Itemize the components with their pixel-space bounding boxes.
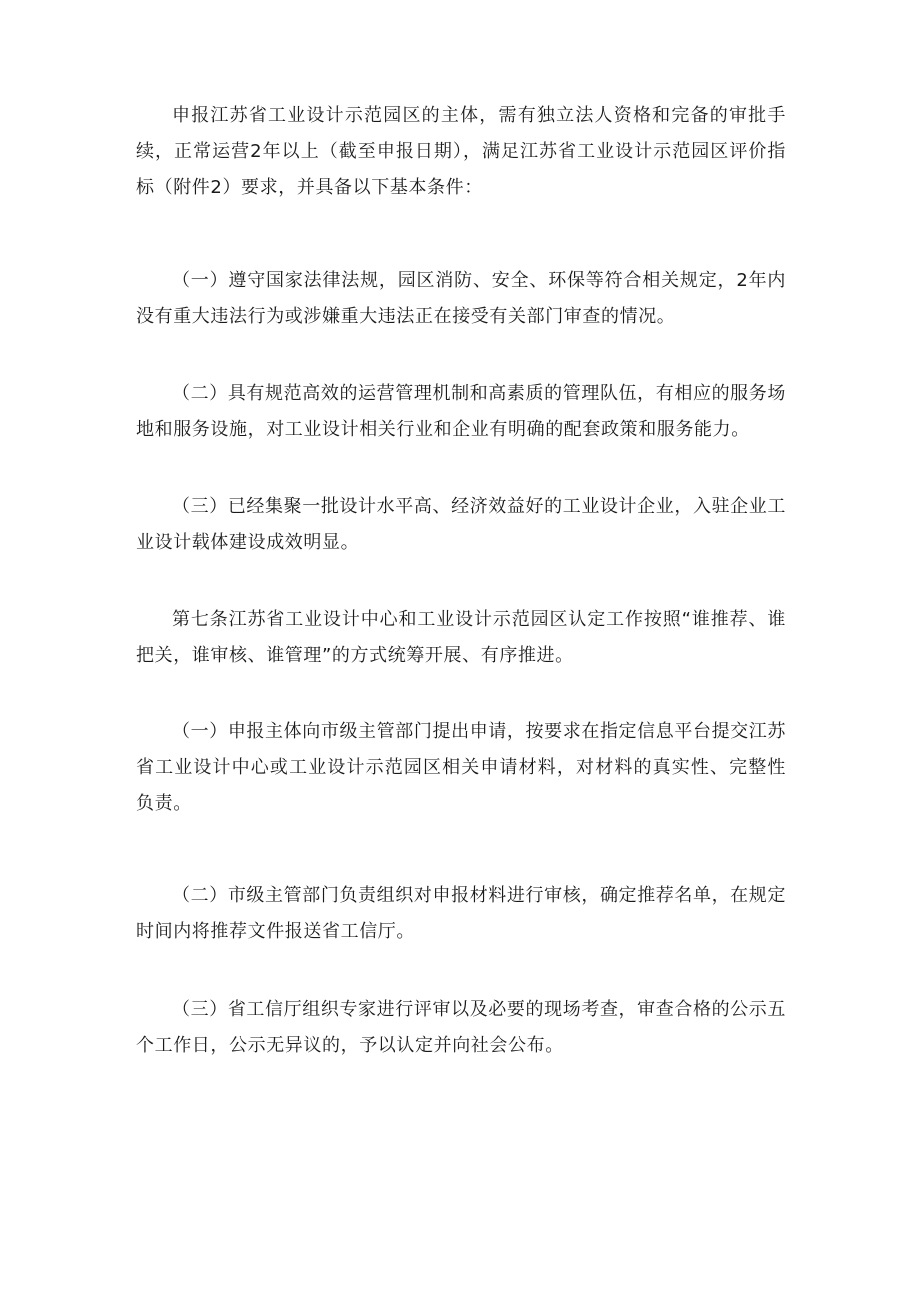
paragraph-procedure-2: （二）市级主管部门负责组织对申报材料进行审核，确定推荐名单，在规定时间内将推荐文件报送省工信厅。 (136, 885, 786, 942)
paragraph-condition-1: （一）遵守国家法律法规，园区消防、安全、环保等符合相关规定，2年内没有重大违法行为或涉嫌重大违法正在接受有关部门审查的情况。 (136, 270, 786, 327)
paragraph-condition-2: （二）具有规范高效的运营管理机制和高素质的管理队伍，有相应的服务场地和服务设施，对工业设计相关行业和企业有明确的配套政策和服务能力。 (136, 383, 786, 440)
paragraph-applicant-requirements: 申报江苏省工业设计示范园区的主体，需有独立法人资格和完备的审批手续，正常运营2年以上（截至申报日期），满足江苏省工业设计示范园区评价指标（附件2）要求，并具备以下基本条件： (136, 105, 786, 198)
paragraph-article-7: 第七条江苏省工业设计中心和工业设计示范园区认定工作按照“谁推荐、谁把关，谁审核、谁管理”的方式统筹开展、有序推进。 (136, 609, 786, 666)
paragraph-procedure-3: （三）省工信厅组织专家进行评审以及必要的现场考查，审查合格的公示五个工作日，公示无异议的，予以认定并向社会公布。 (136, 999, 786, 1056)
paragraph-procedure-1: （一）申报主体向市级主管部门提出申请，按要求在指定信息平台提交江苏省工业设计中心或工业设计示范园区相关申请材料，对材料的真实性、完整性负责。 (136, 721, 786, 814)
paragraph-condition-3: （三）已经集聚一批设计水平高、经济效益好的工业设计企业，入驻企业工业设计载体建设成效明显。 (136, 496, 786, 553)
